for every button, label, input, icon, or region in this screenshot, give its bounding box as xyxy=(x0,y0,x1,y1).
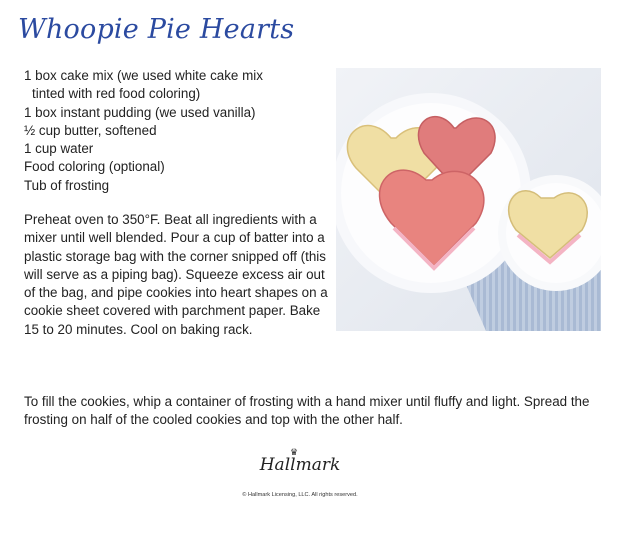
whoopie-pie-hearts-photo xyxy=(336,68,601,331)
filling-paragraph: To fill the cookies, whip a container of frosting with a hand mixer until fluffy and light. Spread the frosting on half of the cooled cookies and top with the other half. xyxy=(24,394,590,428)
recipe-title: Whoopie Pie Hearts xyxy=(18,14,295,45)
ingredient-item: 1 box instant pudding (we used vanilla) xyxy=(24,104,256,120)
ingredients-list xyxy=(24,67,324,195)
ingredient-item: 1 box cake mix (we used white cake mix xyxy=(24,68,263,83)
hallmark-logo xyxy=(240,447,360,475)
crown-icon: ♛ xyxy=(290,447,299,457)
ingredient-item: ½ cup butter, softened xyxy=(24,122,157,138)
ingredient-item: Tub of frosting xyxy=(24,177,110,193)
instructions-paragraph: Preheat oven to 350°F. Beat all ingredients with a mixer until well blended. Pour a cup of batter into a plastic storage bag with the corner snipped off (this will serve as a piping bag). Squeeze excess air out of the bag, and pipe cookies into heart shapes on a cookie sheet covered with parchment paper. Bake 15 to 20 minutes. Cool on baking rack. xyxy=(24,212,328,337)
ingredient-item: tinted with red food coloring) xyxy=(32,86,201,102)
ingredient-item: 1 cup water xyxy=(24,141,94,157)
ingredient-item: Food coloring (optional) xyxy=(24,159,165,175)
copyright-text: © Hallmark Licensing, LLC. All rights reserved. xyxy=(242,492,358,498)
hallmark-logo-text: Hallmark xyxy=(259,455,341,475)
